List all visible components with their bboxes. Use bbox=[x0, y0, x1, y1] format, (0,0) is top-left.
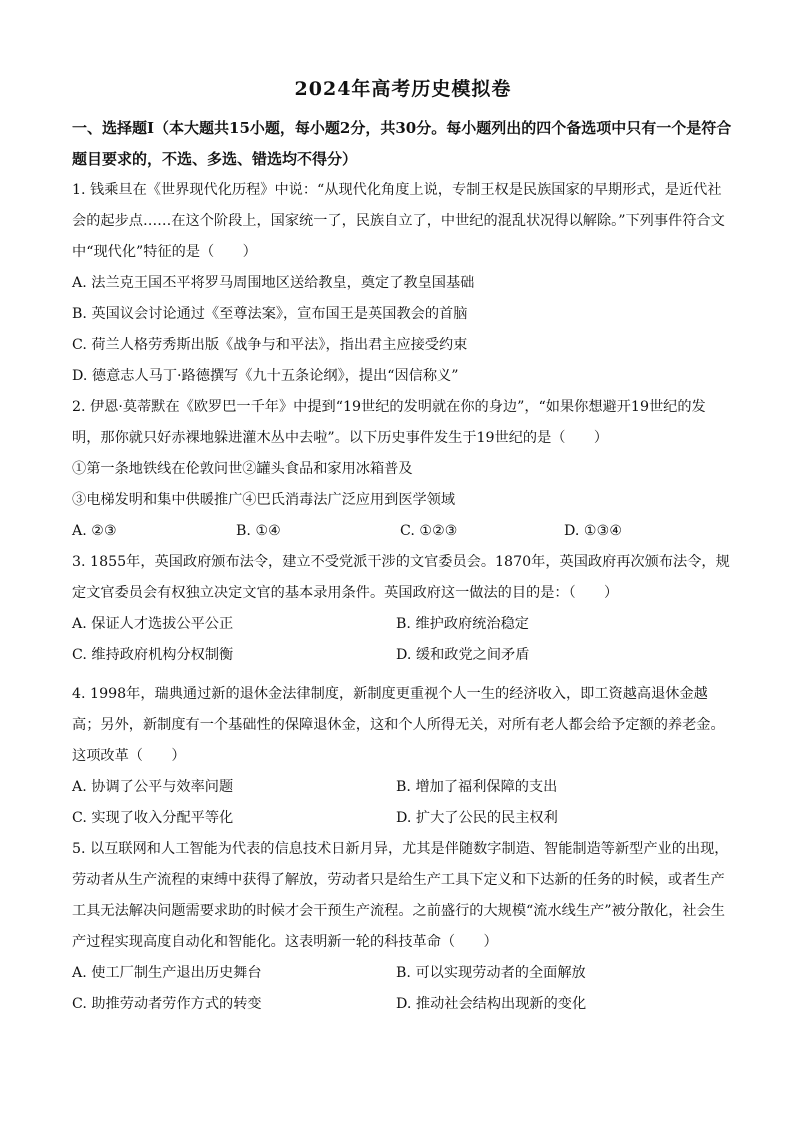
option-c[interactable]: C. 荷兰人格劳秀斯出版《战争与和平法》，指出君主应接受约束 bbox=[72, 337, 468, 353]
option-b[interactable]: B. ①④ bbox=[236, 523, 281, 539]
options-row bbox=[72, 989, 734, 1020]
options-row bbox=[72, 609, 734, 640]
question-stem: 3. 1855年，英国政府颁布法令，建立不受党派干涉的文官委员会。1870年，英国政府再次颁布法令，规定文官委员会有权独立决定文官的基本录用条件。英国政府这一做法的目的是：（ ） bbox=[72, 554, 730, 601]
question-stem: 2. 伊恩·莫蒂默在《欧罗巴一千年》中提到“19世纪的发明就在你的身边”，“如果你想避开19世纪的发明，那你就只好赤裸地躲进灌木丛中去啦”。以下历史事件发生于19世纪的是（ ） bbox=[72, 399, 706, 446]
question-2 bbox=[72, 392, 734, 547]
statement-line: ③电梯发明和集中供暖推广④巴氏消毒法广泛应用到医学领域 bbox=[72, 492, 456, 508]
option-a[interactable]: A. 法兰克王国丕平将罗马周围地区送给教皇，奠定了教皇国基础 bbox=[72, 275, 475, 291]
option-b[interactable]: B. 英国议会讨论通过《至尊法案》，宣布国王是英国教会的首脑 bbox=[72, 306, 468, 322]
options-row bbox=[72, 640, 734, 671]
option-a[interactable]: A. 使工厂制生产退出历史舞台 bbox=[72, 965, 262, 981]
statement-line: ①第一条地铁线在伦敦问世②罐头食品和家用冰箱普及 bbox=[72, 461, 413, 477]
question-5 bbox=[72, 834, 734, 1020]
option-b[interactable]: B. 可以实现劳动者的全面解放 bbox=[396, 965, 586, 981]
option-d[interactable]: D. ①③④ bbox=[564, 523, 623, 539]
question-stem: 4. 1998年，瑞典通过新的退休金法律制度，新制度更重视个人一生的经济收入，即工资越高退休金越高；另外，新制度有一个基础性的保障退休金，这和个人所得无关，对所有老人都会给予定额的养老金。这项改革（ ） bbox=[72, 686, 725, 764]
options-row bbox=[72, 772, 734, 803]
option-d[interactable]: D. 德意志人马丁·路德撰写《九十五条论纲》，提出“因信称义” bbox=[72, 368, 459, 384]
option-d[interactable]: D. 缓和政党之间矛盾 bbox=[396, 647, 530, 663]
page-title: 2024年高考历史模拟卷 bbox=[294, 78, 512, 100]
option-b[interactable]: B. 增加了福利保障的支出 bbox=[396, 779, 558, 795]
options-row bbox=[72, 803, 734, 834]
question-stem: 5. 以互联网和人工智能为代表的信息技术日新月异，尤其是伴随数字制造、智能制造等新型产业的出现，劳动者从生产流程的束缚中获得了解放，劳动者只是给生产工具下定义和下达新的任务的时候，或者生产工具无法解决问题需要求助的时候才会干预生产流程。之前盛行的大规模“流水线生产”被分散化，社会生产过程实现高度自动化和智能化。这表明新一轮的科技革命（ ） bbox=[72, 841, 729, 950]
option-d[interactable]: D. 扩大了公民的民主权利 bbox=[396, 810, 558, 826]
option-d[interactable]: D. 推动社会结构出现新的变化 bbox=[396, 996, 587, 1012]
option-b[interactable]: B. 维护政府统治稳定 bbox=[396, 616, 529, 632]
option-c[interactable]: C. ①②③ bbox=[400, 523, 458, 539]
option-a[interactable]: A. 保证人才选拔公平公正 bbox=[72, 616, 234, 632]
options-row bbox=[72, 516, 734, 547]
question-4 bbox=[72, 679, 734, 834]
options-row bbox=[72, 958, 734, 989]
question-3 bbox=[72, 547, 734, 671]
option-c[interactable]: C. 维持政府机构分权制衡 bbox=[72, 647, 234, 663]
spacer bbox=[72, 671, 734, 679]
question-stem: 1. 钱乘旦在《世界现代化历程》中说：“从现代化角度上说，专制王权是民族国家的早期形式，是近代社会的起步点……在这个阶段上，国家统一了，民族自立了，中世纪的混乱状况得以解除。”下列事件符合文中“现代化”特征的是（ ） bbox=[72, 182, 725, 260]
option-c[interactable]: C. 实现了收入分配平等化 bbox=[72, 810, 234, 826]
option-a[interactable]: A. ②③ bbox=[72, 523, 117, 539]
question-1 bbox=[72, 175, 734, 392]
section-header: 一、选择题Ⅰ（本大题共15小题，每小题2分，共30分。每小题列出的四个备选项中只有一个是符合题目要求的，不选、多选、错选均不得分） bbox=[72, 119, 732, 168]
option-a[interactable]: A. 协调了公平与效率问题 bbox=[72, 779, 234, 795]
option-c[interactable]: C. 助推劳动者劳作方式的转变 bbox=[72, 996, 262, 1012]
